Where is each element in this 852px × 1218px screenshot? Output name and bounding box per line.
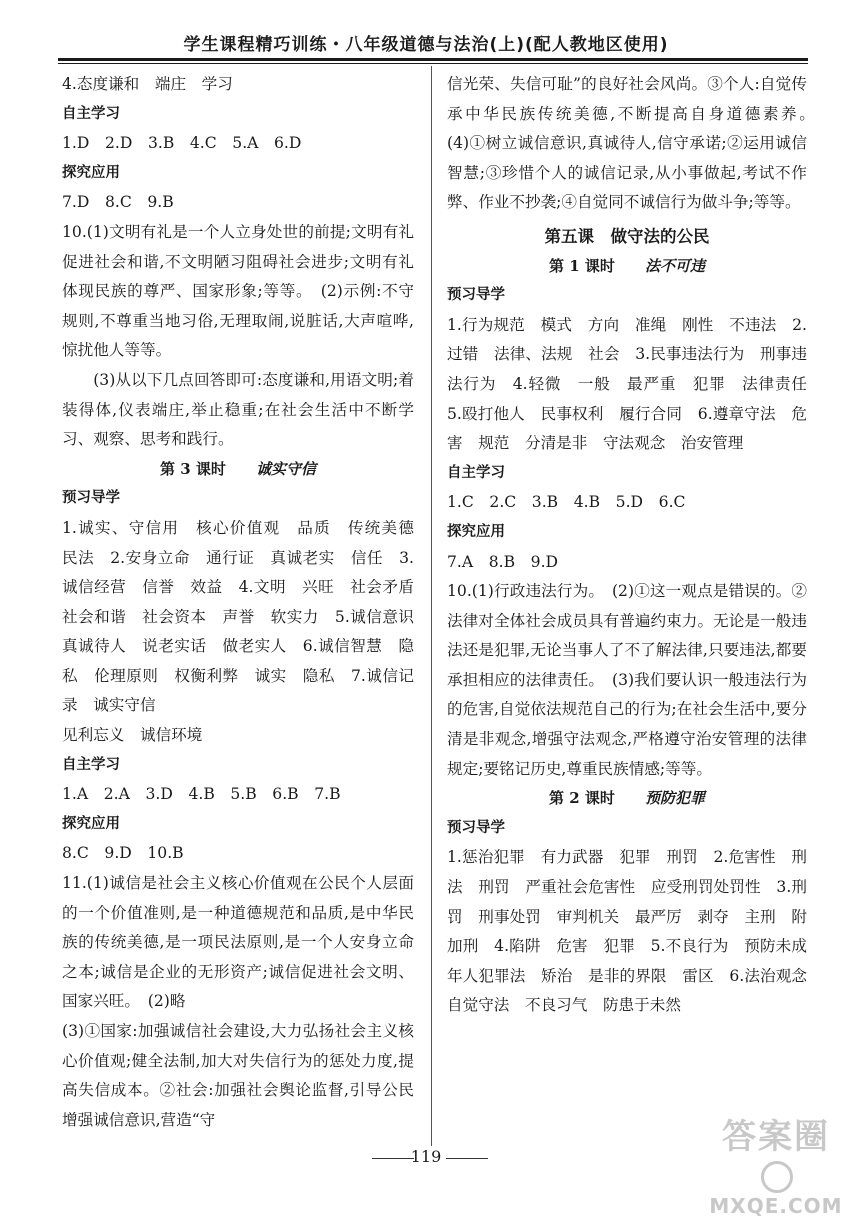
footer-dash-right (446, 1158, 488, 1159)
answer-text: 8.C 9.D 10.B (62, 844, 184, 863)
answer-text: 1.C 2.C 3.B 4.B 5.D 6.C (447, 493, 686, 512)
watermark (706, 1118, 846, 1218)
section-heading: 探究应用 (62, 164, 120, 181)
period-number: 第 1 课时 (549, 256, 615, 275)
answer-text: 11.(1)诚信是社会主义核心价值观在公民个人层面的一个价值准则,是一种道德规范和品质,是中华民族的传统美德,是一项民法原则,是一个人安身立命之本;诚信是企业的无形资产;诚信促进社会文明、国家兴旺。 (2)略 (62, 874, 414, 1011)
section-heading: 自主学习 (62, 756, 120, 773)
section-heading: 探究应用 (447, 523, 505, 540)
section-heading: 预习导学 (62, 490, 120, 507)
answer-text: 4.态度谦和 端庄 学习 (62, 75, 233, 93)
period-number: 第 3 课时 (160, 459, 226, 478)
section-heading: 自主学习 (447, 464, 505, 481)
column-divider (431, 66, 432, 1146)
answer-text: 1.A 2.A 3.D 4.B 5.B 6.B 7.B (62, 785, 341, 804)
section-heading: 预习导学 (447, 819, 505, 836)
answer-text: (3)从以下几点回答即可:态度谦和,用语文明;着装得体,仪表端庄,举止稳重;在社会生活中不断学习、观察、思考和践行。 (62, 370, 414, 449)
answer-text: 1.行为规范 模式 方向 准绳 刚性 不违法 2.过错 法律、法规 社会 3.民事违法行为 刑事违法行为 4.轻微 一般 最严重 犯罪 法律责任 5.殴打他人 民事权利 履行合同 6.遵章守法 危害 规范 分清是非 守法观念 治安管理 (447, 315, 823, 453)
period-name: 法不可违 (644, 256, 705, 275)
left-column (62, 70, 430, 1135)
header-rule (58, 58, 808, 61)
answer-text: 10.(1)行政违法行为。 (2)①这一观点是错误的。②法律对全体社会成员具有普遍约束力。无论是一般违法还是犯罪,无论当事人了不了解法律,只要违法,都要承担相应的法律责任。 (3)我们要认识一般违法行为的危害,自觉依法规范自己的行为;在社会生活中,要分清是非观念,增强守法观念,严格遵守治安管理的法律规定;要铭记历史,尊重民族情感;等等。 (447, 582, 807, 778)
watermark-circle-icon (761, 1161, 793, 1193)
period-name: 预防犯罪 (644, 789, 705, 808)
watermark-url: MXQE.COM (709, 1194, 843, 1218)
answer-text: 1.D 2.D 3.B 4.C 5.A 6.D (62, 134, 302, 153)
answer-text: 10.(1)文明有礼是一个人立身处世的前提;文明有礼促进社会和谐,不文明陋习阻碍社会进步;文明有礼体现民族的尊严、国家形象;等等。 (2)示例:不守规则,不尊重当地习俗,无理取闹,说脏话,大声喧哗,惊扰他人等等。 (62, 222, 414, 360)
answer-text: 1.诚实、守信用 核心价值观 品质 传统美德 民法 2.安身立命 通行证 真诚老实 信任 3.诚信经营 信誉 效益 4.文明 兴旺 社会矛盾 社会和谐 社会资本 声誉 软实力 5.诚信意识 真诚待人 说老实话 做老实人 6.诚信智慧 隐私 伦理原则 权衡利弊 诚实 隐私 7.诚信记录 诚实守信 (62, 518, 430, 715)
period-name: 诚实守信 (255, 459, 316, 478)
header-rule-thin (58, 63, 808, 64)
lesson-period-title (447, 252, 807, 282)
section-heading: 自主学习 (62, 105, 120, 122)
lesson-title: 第五课 做守法的公民 (544, 226, 710, 246)
right-column (447, 70, 823, 1021)
answer-text: 见利忘义 诚信环境 (62, 726, 203, 745)
answer-text: 7.A 8.B 9.D (447, 552, 559, 571)
lesson-period-title (62, 455, 414, 485)
answer-text: (3)①国家:加强诚信社会建设,大力弘扬社会主义核心价值观;健全法制,加大对失信行为的惩处力度,提高失信成本。②社会:加强社会舆论监督,引导公民增强诚信意识,营造“守 (62, 1022, 414, 1129)
section-heading: 预习导学 (447, 287, 505, 304)
section-heading: 探究应用 (62, 815, 120, 832)
answer-text: 信光荣、失信可耻”的良好社会风尚。③个人:自觉传承中华民族传统美德,不断提高自身道德素养。 (4)①树立诚信意识,真诚待人,信守承诺;②运用诚信智慧;③珍惜个人的诚信记录,从小事做起,考试不作弊、作业不抄袭;④自觉同不诚信行为做斗争;等等。 (447, 75, 823, 212)
period-number: 第 2 课时 (549, 789, 615, 808)
watermark-text: 答案圈 (722, 1117, 830, 1157)
answer-text: 7.D 8.C 9.B (62, 193, 174, 212)
page-number: 119 (410, 1147, 442, 1166)
lesson-period-title (447, 784, 807, 814)
answer-text: 1.惩治犯罪 有力武器 犯罪 刑罚 2.危害性 刑法 刑罚 严重社会危害性 应受刑罚处罚性 3.刑罚 刑事处罚 审判机关 最严厉 剥夺 主刑 附加刑 4.陷阱 危害 犯罪 5.不良行为 预防未成年人犯罪法 矫治 是非的界限 雷区 6.法治观念 自觉守法 不良习气 防患于未然 (447, 848, 823, 1015)
running-header: 学生课程精巧训练・八年级道德与法治(上)(配人教地区使用) (183, 35, 669, 55)
